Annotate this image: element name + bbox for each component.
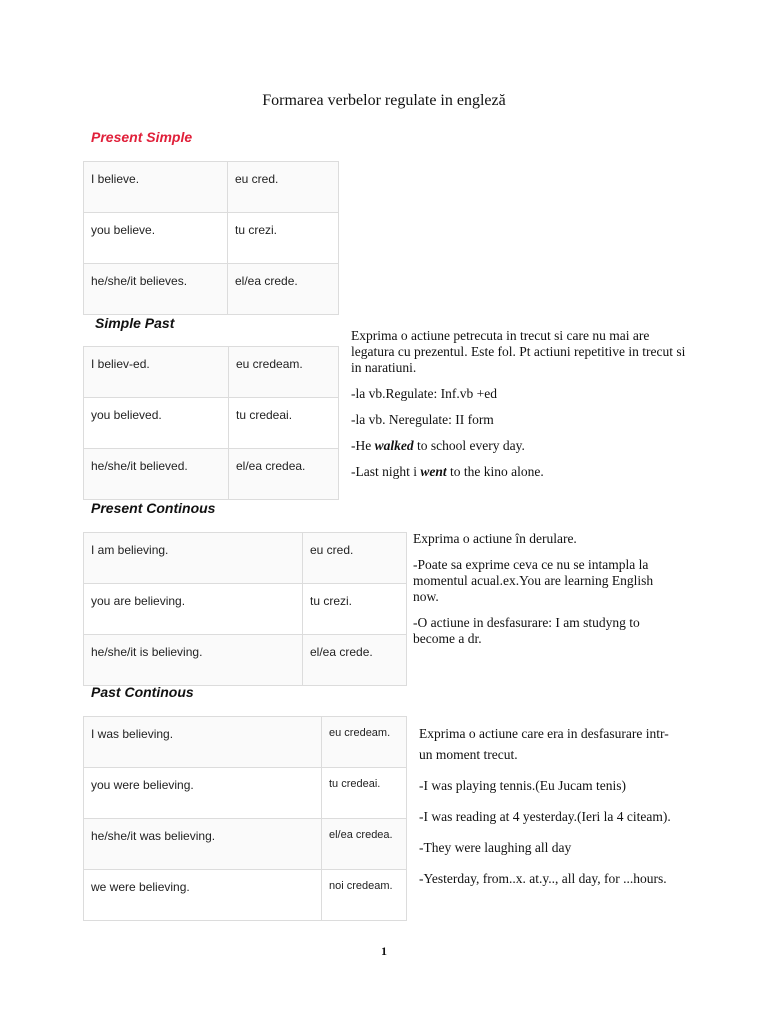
romanian-form: tu credeai.	[322, 768, 407, 819]
table-row	[84, 584, 407, 635]
table-row	[84, 347, 339, 398]
table-row	[84, 162, 339, 213]
heading-present-simple: Present Simple	[91, 129, 193, 145]
note-paragraph: -They were laughing all day	[419, 840, 572, 855]
english-form: he/she/it is believing.	[84, 635, 303, 686]
table-present-simple	[83, 161, 339, 315]
romanian-form: el/ea credea.	[322, 819, 407, 870]
romanian-form: eu credeam.	[322, 717, 407, 768]
table-row	[84, 264, 339, 315]
notes-present-continous	[413, 531, 675, 657]
english-form: I believ-ed.	[84, 347, 229, 398]
note-paragraph: -O actiune in desfasurare: I am studyng to become a dr.	[413, 615, 640, 646]
note-paragraph: -Poate sa exprime ceva ce nu se intampla la momentul acual.ex.You are learning English now.	[413, 557, 654, 604]
table-row	[84, 768, 407, 819]
english-form: you believe.	[84, 213, 228, 264]
note-paragraph	[351, 438, 691, 454]
romanian-form: el/ea crede.	[303, 635, 407, 686]
table-row	[84, 449, 339, 500]
table-past-continous	[83, 716, 407, 921]
romanian-form: el/ea credea.	[229, 449, 339, 500]
romanian-form: noi credeam.	[322, 870, 407, 921]
romanian-form: eu cred.	[303, 533, 407, 584]
heading-past-continous: Past Continous	[91, 684, 194, 700]
english-form: you believed.	[84, 398, 229, 449]
note-text: to the kino alone.	[446, 464, 544, 479]
note-text: -Last night i	[351, 464, 421, 479]
english-form: you were believing.	[84, 768, 322, 819]
table-present-continous	[83, 532, 407, 686]
table-row	[84, 213, 339, 264]
english-form: we were believing.	[84, 870, 322, 921]
english-form: I believe.	[84, 162, 228, 213]
note-paragraph: -Yesterday, from..x. at.y.., all day, for ...hours.	[419, 871, 667, 886]
note-text: to school every day.	[413, 438, 525, 453]
romanian-form: tu crezi.	[303, 584, 407, 635]
romanian-form: el/ea crede.	[228, 264, 339, 315]
english-form: I am believing.	[84, 533, 303, 584]
english-form: he/she/it believed.	[84, 449, 229, 500]
note-paragraph: Exprima o actiune petrecuta in trecut si care nu mai are legatura cu prezentul. Este fol. Pt actiuni repetitive in trecut si in naratiuni.	[351, 328, 686, 375]
table-row	[84, 819, 407, 870]
notes-simple-past	[351, 328, 691, 490]
note-paragraph: -la vb.Regulate: Inf.vb +ed	[351, 386, 497, 401]
note-paragraph	[351, 464, 691, 480]
note-paragraph: Exprima o actiune care era in desfasurare intr-un moment trecut.	[419, 726, 669, 762]
romanian-form: eu credeam.	[229, 347, 339, 398]
heading-present-continous: Present Continous	[91, 500, 216, 516]
document-title: Formarea verbelor regulate in engleză	[262, 92, 506, 109]
note-emphasis: walked	[374, 438, 414, 453]
notes-past-continous	[419, 723, 681, 899]
note-paragraph: -I was reading at 4 yesterday.(Ieri la 4 citeam).	[419, 809, 671, 824]
english-form: he/she/it was believing.	[84, 819, 322, 870]
romanian-form: tu credeai.	[229, 398, 339, 449]
table-row	[84, 533, 407, 584]
table-row	[84, 635, 407, 686]
heading-simple-past: Simple Past	[95, 315, 175, 331]
table-simple-past	[83, 346, 339, 500]
english-form: you are believing.	[84, 584, 303, 635]
note-paragraph: -la vb. Neregulate: II form	[351, 412, 494, 427]
note-paragraph: -I was playing tennis.(Eu Jucam tenis)	[419, 778, 626, 793]
romanian-form: tu crezi.	[228, 213, 339, 264]
note-text: -He	[351, 438, 375, 453]
note-paragraph: Exprima o actiune în derulare.	[413, 531, 577, 546]
page-number: 1	[381, 944, 387, 958]
table-row	[84, 398, 339, 449]
english-form: he/she/it believes.	[84, 264, 228, 315]
table-row	[84, 717, 407, 768]
romanian-form: eu cred.	[228, 162, 339, 213]
english-form: I was believing.	[84, 717, 322, 768]
table-row	[84, 870, 407, 921]
note-emphasis: went	[420, 464, 447, 479]
